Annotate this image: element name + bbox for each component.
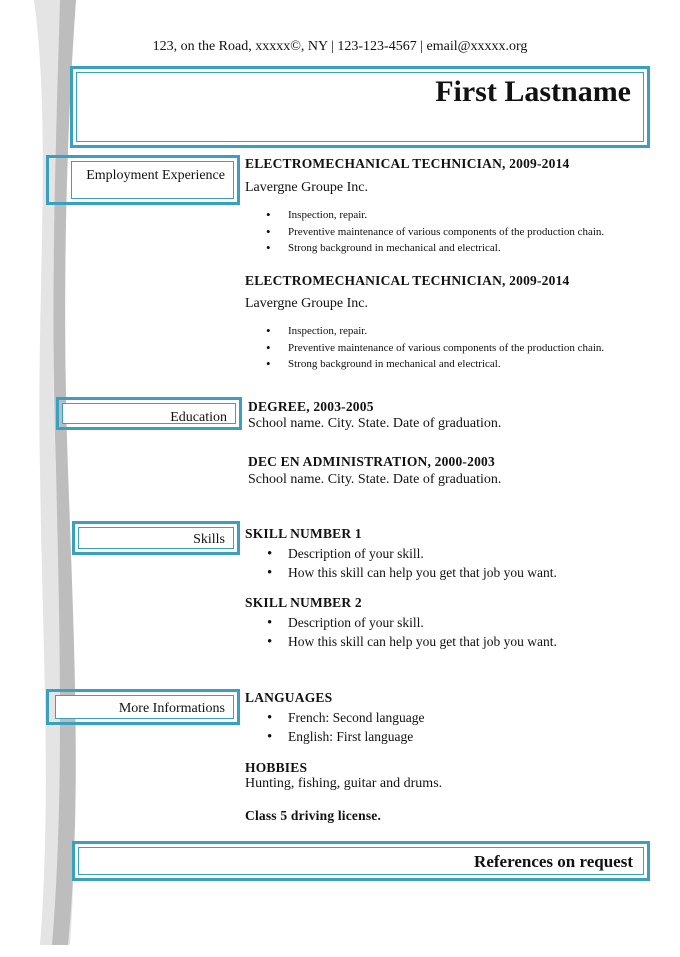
driving-license: Class 5 driving license. [245,808,382,823]
education-2-detail: School name. City. State. Date of graduation. [248,472,502,487]
hobbies-text: Hunting, fishing, guitar and drums. [245,776,443,791]
skills-section-label: Skills [193,532,225,547]
skill-2-bullets [245,614,557,651]
candidate-name: First Lastname [435,75,631,108]
education-section-label: Education [170,410,227,425]
references-text: References on request [474,852,633,871]
skill-2-title: SKILL NUMBER 2 [245,595,362,610]
languages-list [245,709,424,746]
education-section-label-box [56,397,242,430]
more-info-section-label-box [46,689,240,725]
job-2-title: ELECTROMECHANICAL TECHNICIAN, 2009-2014 [245,273,570,288]
contact-line: 123, on the Road, xxxxx©, NY | 123-123-4567 | email@xxxxx.org [152,39,528,54]
job-1-company: Lavergne Groupe Inc. [245,180,368,195]
education-1-title: DEGREE, 2003-2005 [248,399,374,414]
education-1-detail: School name. City. State. Date of graduation. [248,416,502,431]
more-info-section-label: More Informations [118,701,225,716]
list-item: • Description of your skill. [245,545,557,564]
education-2-title: DEC EN ADMINISTRATION, 2000-2003 [248,454,495,469]
list-item: • English: First language [245,728,424,747]
list-item: • Strong background in mechanical and electrical. [244,356,604,373]
job-2-bullets [244,323,604,373]
list-item: • French: Second language [245,709,424,728]
languages-title: LANGUAGES [245,690,333,705]
list-item: • Preventive maintenance of various components of the production chain. [244,224,604,241]
job-1-title: ELECTROMECHANICAL TECHNICIAN, 2009-2014 [245,156,570,171]
list-item: • How this skill can help you get that job you want. [245,564,557,583]
hobbies-title: HOBBIES [245,760,308,775]
list-item: • How this skill can help you get that job you want. [245,633,557,652]
references-box [72,841,650,881]
list-item: • Description of your skill. [245,614,557,633]
list-item: • Preventive maintenance of various components of the production chain. [244,340,604,357]
job-1-bullets [244,207,604,257]
employment-section-label: Employment Experience [86,168,225,183]
list-item: • Strong background in mechanical and electrical. [244,240,604,257]
list-item: • Inspection, repair. [244,207,604,224]
list-item: • Inspection, repair. [244,323,604,340]
skill-1-bullets [245,545,557,582]
job-2-company: Lavergne Groupe Inc. [245,296,368,311]
name-box [70,66,650,148]
skills-section-label-box [72,521,240,555]
skill-1-title: SKILL NUMBER 1 [245,526,362,541]
employment-section-label-box [46,155,240,205]
